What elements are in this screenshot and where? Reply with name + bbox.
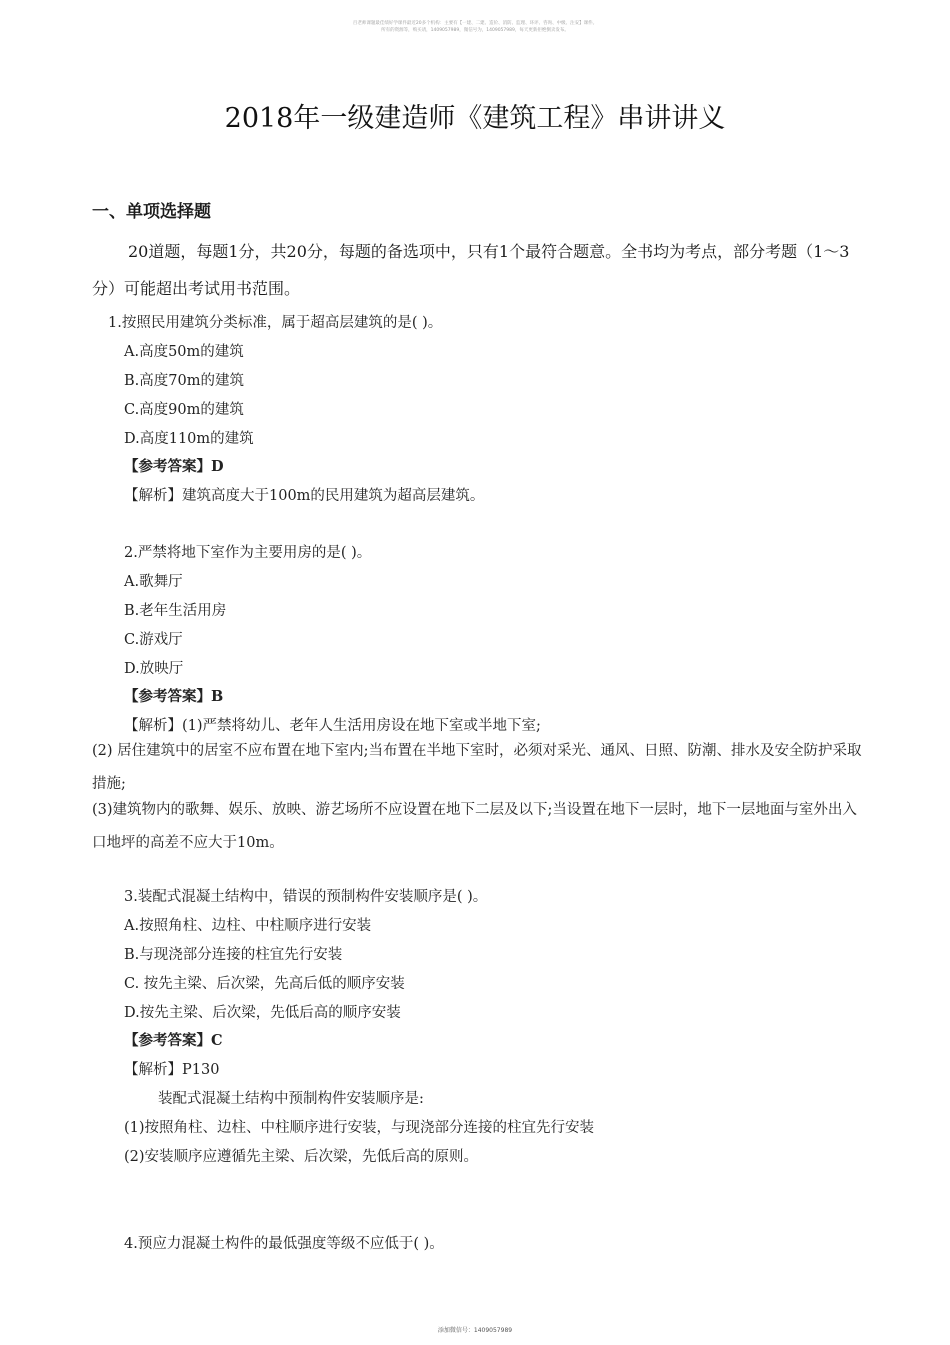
question-3-analysis: 【解析】P130 (124, 1062, 220, 1078)
question-2-answer: 【参考答案】B (124, 688, 224, 705)
question-3-option-b: B.与现浇部分连接的柱宜先行安装 (124, 947, 343, 963)
question-3-option-d: D.按先主梁、后次梁，先低后高的顺序安装 (124, 1005, 401, 1021)
question-2-option-b: B.老年生活用房 (124, 603, 227, 619)
page-title: 2018年一级建造师《建筑工程》串讲讲义 (224, 103, 726, 134)
question-1-analysis: 【解析】建筑高度大于100m的民用建筑为超高层建筑。 (124, 488, 485, 504)
footer-note: 添加微信号：1409057989 (437, 1327, 513, 1334)
question-4-stem: 4.预应力混凝土构件的最低强度等级不应低于( )。 (124, 1236, 444, 1252)
question-2-analysis-point-3: (3)建筑物内的歌舞、娱乐、放映、游艺场所不应设置在地下二层及以下;当设置在地下一层时，地下一层地面与室外出入口地坪的高差不应大于10m。 (92, 802, 857, 851)
question-2-option-d: D.放映厅 (124, 661, 184, 677)
question-3-answer: 【参考答案】C (124, 1032, 223, 1049)
question-3-option-c: C. 按先主梁、后次梁，先高后低的顺序安装 (124, 976, 405, 992)
header-note-line-1: 百老师课题最佳绩好学课件最近20多个机构：主要有【一建、二建、造价、消防、监理、环评、咨询、中级、注安】课件。 (352, 21, 598, 26)
section-heading: 一、单项选择题 (92, 202, 211, 222)
question-1-option-b: B.高度70m的建筑 (124, 373, 244, 389)
question-1-stem: 1.按照民用建筑分类标准，属于超高层建筑的是( )。 (108, 315, 443, 331)
question-3-analysis-point-2: (2)安装顺序应遵循先主梁、后次梁，先低后高的原则。 (124, 1149, 479, 1165)
question-1-option-c: C.高度90m的建筑 (124, 402, 244, 418)
section-intro: 20道题，每题1分，共20分，每题的备选项中，只有1个最符合题意。全书均为考点，部分考题（1～3分）可能超出考试用书范围。 (92, 242, 850, 298)
header-note (0, 20, 950, 34)
question-2-option-c: C.游戏厅 (124, 632, 183, 648)
question-1-option-a: A.高度50m的建筑 (124, 344, 244, 360)
question-3-option-a: A.按照角柱、边柱、中柱顺序进行安装 (124, 918, 372, 934)
question-3-stem: 3.装配式混凝土结构中，错误的预制构件安装顺序是( )。 (124, 889, 488, 905)
question-3-analysis-intro: 装配式混凝土结构中预制构件安装顺序是: (158, 1091, 424, 1107)
question-1-option-d: D.高度110m的建筑 (124, 431, 254, 447)
question-3-analysis-point-1: (1)按照角柱、边柱、中柱顺序进行安装，与现浇部分连接的柱宜先行安装 (124, 1120, 595, 1136)
question-2-stem: 2.严禁将地下室作为主要用房的是( )。 (124, 545, 372, 561)
question-2-option-a: A.歌舞厅 (124, 574, 183, 590)
header-note-line-2: 所有的资源等，购买请，1409057989，微信号为，1409057989，每天更新拒绝倒卖发布。 (381, 28, 569, 33)
question-1-answer: 【参考答案】D (124, 458, 224, 475)
question-2-analysis: 【解析】(1)严禁将幼儿、老年人生活用房设在地下室或半地下室; (124, 718, 541, 734)
question-2-analysis-point-2: (2) 居住建筑中的居室不应布置在地下室内;当布置在半地下室时，必须对采光、通风、日照、防潮、排水及安全防护采取措施; (92, 743, 862, 792)
